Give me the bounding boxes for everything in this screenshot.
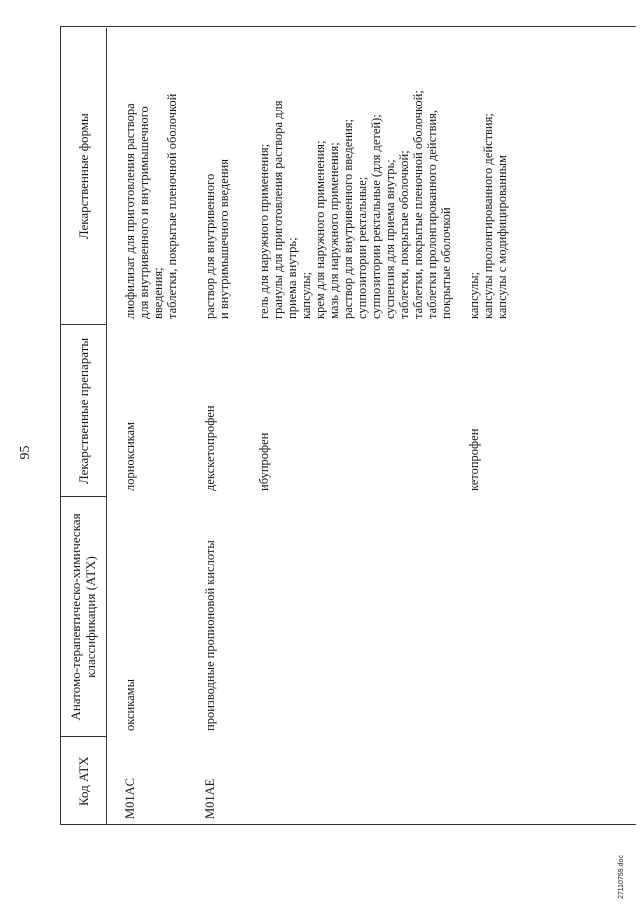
table-row (107, 28, 180, 825)
drug-name: лорноксикам (123, 421, 137, 491)
atx-classification (231, 497, 453, 737)
table-header-row (60, 28, 107, 825)
dosage-form-line: крем для наружного применения; (313, 140, 327, 319)
dosage-form-line: капсулы; (467, 271, 481, 319)
dosage-forms (231, 28, 453, 325)
dosage-form-line: приема внутрь; (285, 237, 299, 319)
header-forms: Лекарственные формы (60, 28, 107, 325)
dosage-form-line: гранулы для приготовления раствора для (271, 100, 285, 319)
dosage-form-line: введения; (151, 267, 165, 319)
dosage-form-line: капсулы пролонгированного действия; (481, 113, 495, 319)
dosage-form-line: покрытые оболочкой (439, 207, 453, 319)
drug-name: кетопрофен (467, 428, 481, 491)
document-filename: 27110759.doc (618, 855, 625, 899)
atx-table (60, 28, 509, 825)
dosage-form-line: таблетки, покрытые пленочной оболочкой; (411, 90, 425, 319)
drug-name: ибупрофен (257, 432, 271, 491)
table-row (453, 28, 509, 825)
dosage-form-line: суппозитории ректальные; (355, 176, 369, 319)
dosage-forms (453, 28, 509, 325)
dosage-form-line: таблетки, покрытые пленочной оболочкой (165, 93, 179, 319)
dosage-form-line: раствор для внутривенного (203, 173, 217, 319)
atx-code: M01AE (203, 778, 217, 819)
dosage-form-line: капсулы; (299, 271, 313, 319)
dosage-forms (107, 28, 180, 325)
table-row (179, 28, 231, 825)
dosage-form-line: мазь для наружного применения; (327, 142, 341, 319)
page-number: 95 (18, 445, 33, 460)
dosage-form-line: гель для наружного применения; (257, 143, 271, 319)
dosage-form-line: для внутривенного и внутримышечного (137, 106, 151, 319)
dosage-form-line: суппозитории ректальные (для детей); (369, 114, 383, 319)
atx-code (453, 737, 509, 825)
atx-code: M01AC (123, 778, 137, 819)
header-drugs: Лекарственные препараты (60, 325, 107, 497)
atx-code (231, 737, 453, 825)
dosage-form-line: раствор для внутривенного введения; (341, 119, 355, 319)
table-row (231, 28, 453, 825)
dosage-form-line: суспензия для приема внутрь; (383, 159, 397, 319)
atx-classification: оксикамы (123, 679, 137, 731)
dosage-form-line: и внутримышечного введения (217, 159, 231, 319)
dosage-form-line: капсулы с модифицированным (495, 155, 509, 319)
atx-classification (453, 497, 509, 737)
dosage-form-line: таблетки, покрытые оболочкой; (397, 150, 411, 319)
header-code: Код АТХ (60, 737, 107, 825)
dosage-form-line: лиофилизат для приготовления раствора (123, 103, 137, 319)
atx-classification: производные пропионовой кислоты (203, 540, 217, 731)
dosage-form-line: таблетки пролонгированного действия, (425, 109, 439, 319)
dosage-forms (179, 28, 231, 325)
header-classification: Анатомо-терапевтическо-химическая классификация (АТХ) (60, 497, 107, 737)
drug-name: декскетопрофен (203, 405, 217, 491)
